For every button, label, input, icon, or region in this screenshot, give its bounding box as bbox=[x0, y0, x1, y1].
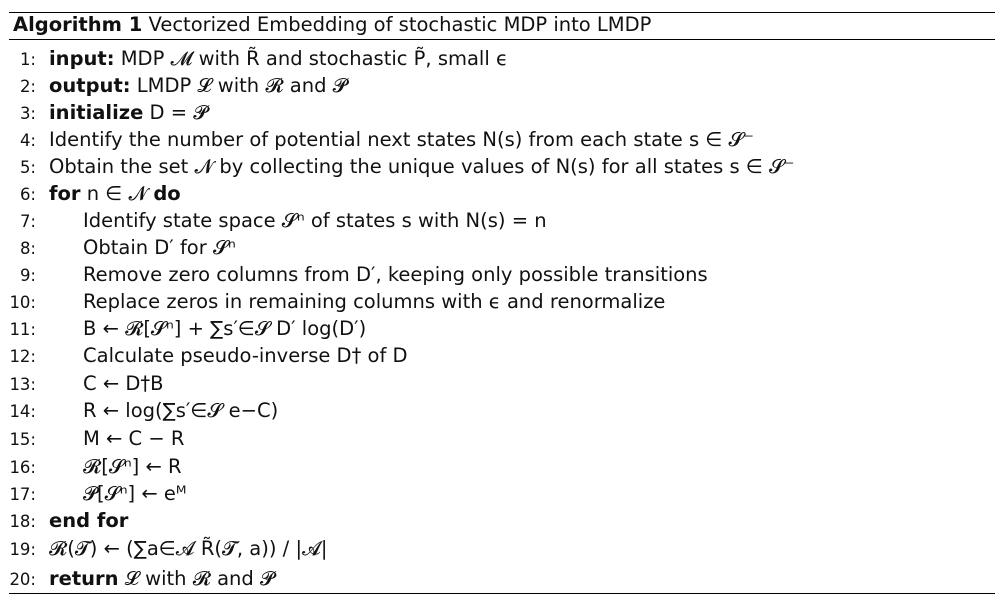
algo-line-6 bbox=[9, 180, 995, 207]
line-number: 6: bbox=[19, 185, 36, 204]
keyword: input: bbox=[49, 47, 115, 70]
algo-line-12 bbox=[9, 342, 995, 369]
line-text: 𝓡(𝓣) ← (∑a∈𝓐 R̃(𝓣, a)) / |𝓐| bbox=[49, 537, 328, 560]
bottom-rule bbox=[9, 593, 995, 594]
line-number: 5: bbox=[19, 158, 36, 177]
keyword: initialize bbox=[49, 101, 144, 124]
line-text: 𝓡[𝓢ⁿ] ← R bbox=[83, 455, 182, 478]
line-number: 14: bbox=[9, 402, 36, 421]
line-number: 20: bbox=[9, 570, 36, 589]
line-number: 18: bbox=[9, 512, 36, 531]
line-text: 𝓟[𝓢ⁿ] ← eᴹ bbox=[83, 482, 187, 505]
line-number: 12: bbox=[9, 347, 36, 366]
line-text bbox=[49, 507, 128, 534]
algo-line-20 bbox=[9, 565, 995, 592]
line-text: Remove zero columns from D′, keeping only possible transitions bbox=[83, 263, 708, 286]
line-number: 2: bbox=[19, 77, 36, 96]
algo-line-13 bbox=[9, 370, 995, 397]
caption-rule bbox=[9, 39, 995, 40]
line-text: R ← log(∑s′∈𝓢 e−C) bbox=[83, 399, 279, 422]
algo-line-2 bbox=[9, 72, 995, 99]
algo-line-8 bbox=[9, 234, 995, 261]
line-number: 1: bbox=[19, 50, 36, 69]
line-number: 10: bbox=[9, 293, 36, 312]
algo-line-17 bbox=[9, 480, 995, 507]
keyword: output: bbox=[49, 74, 131, 97]
algo-line-7 bbox=[9, 207, 995, 234]
algo-line-9 bbox=[9, 261, 995, 288]
line-text: initialize D = 𝓟 bbox=[49, 101, 208, 124]
line-text: Identify state space 𝓢ⁿ of states s with N(s) = n bbox=[83, 209, 547, 232]
line-number: 13: bbox=[9, 375, 36, 394]
line-text: Replace zeros in remaining columns with ϵ and renormalize bbox=[83, 290, 666, 313]
line-number: 4: bbox=[19, 131, 36, 150]
line-text: return 𝓛 with 𝓡 and 𝓟 bbox=[49, 567, 275, 590]
keyword: do bbox=[153, 182, 181, 205]
algo-line-11 bbox=[9, 315, 995, 342]
line-number: 19: bbox=[9, 540, 36, 559]
keyword: for bbox=[49, 182, 81, 205]
line-number: 7: bbox=[19, 212, 36, 231]
line-text: Obtain D′ for 𝓢ⁿ bbox=[83, 236, 236, 259]
algo-line-3 bbox=[9, 99, 995, 126]
caption-title: Vectorized Embedding of stochastic MDP into LMDP bbox=[148, 13, 652, 36]
keyword: end for bbox=[49, 509, 129, 532]
line-number: 9: bbox=[19, 266, 36, 285]
algo-line-18 bbox=[9, 507, 995, 534]
line-number: 16: bbox=[9, 458, 36, 477]
line-number: 17: bbox=[9, 485, 36, 504]
algo-line-19 bbox=[9, 535, 995, 562]
keyword: return bbox=[49, 567, 119, 590]
algo-line-5 bbox=[9, 153, 995, 180]
algo-line-10 bbox=[9, 288, 995, 315]
algo-line-15 bbox=[9, 425, 995, 452]
line-text: M ← C − R bbox=[83, 427, 185, 450]
line-number: 3: bbox=[19, 104, 36, 123]
line-text: Obtain the set 𝓝 by collecting the unique values of N(s) for all states s ∈ 𝓢⁻ bbox=[49, 155, 795, 178]
line-text: Calculate pseudo-inverse D† of D bbox=[83, 344, 408, 367]
line-number: 15: bbox=[9, 430, 36, 449]
algo-line-1 bbox=[9, 45, 995, 72]
line-text: output: LMDP 𝓛 with 𝓡 and 𝓟 bbox=[49, 74, 347, 97]
algo-line-4 bbox=[9, 126, 995, 153]
line-text: input: MDP 𝓜 with R̃ and stochastic P̃, small ϵ bbox=[49, 47, 508, 70]
line-number: 8: bbox=[19, 239, 36, 258]
line-number: 11: bbox=[9, 320, 36, 339]
algorithm-caption bbox=[13, 12, 651, 38]
caption-label: Algorithm 1 bbox=[13, 13, 143, 36]
line-text: for n ∈ 𝓝 do bbox=[49, 182, 181, 205]
line-text: Identify the number of potential next states N(s) from each state s ∈ 𝓢⁻ bbox=[49, 128, 754, 151]
algo-line-14 bbox=[9, 397, 995, 424]
line-text: B ← 𝓡[𝓢ⁿ] + ∑s′∈𝓢 D′ log(D′) bbox=[83, 317, 367, 340]
line-text: C ← D†B bbox=[83, 372, 164, 395]
algo-line-16 bbox=[9, 453, 995, 480]
